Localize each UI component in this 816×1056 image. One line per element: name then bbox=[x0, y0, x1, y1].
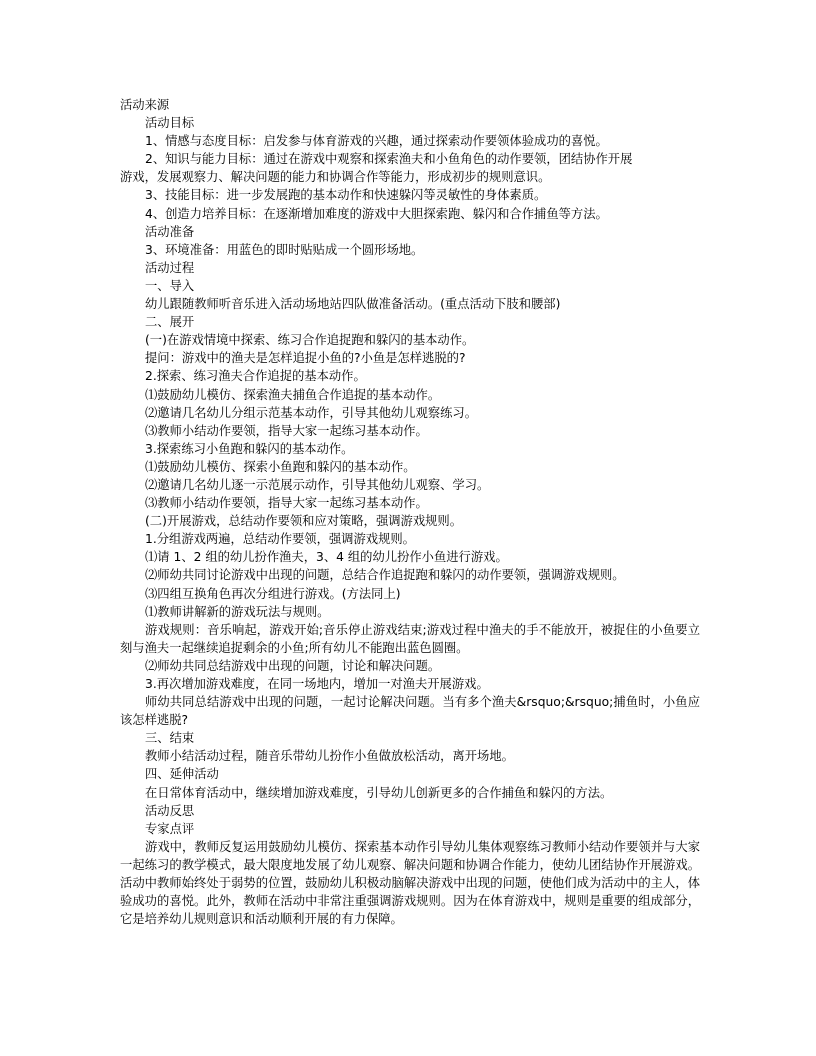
section-lines-3 bbox=[120, 729, 700, 838]
text-line: 3.再次增加游戏难度，在同一场地内，增加一对渔夫开展游戏。 bbox=[145, 677, 489, 691]
text-line: 3、环境准备：用蓝色的即时贴贴成一个圆形场地。 bbox=[145, 242, 424, 257]
text-line: ⑶教师小结动作要领，指导大家一起练习基本动作。 bbox=[145, 496, 428, 511]
text-line: 2、知识与能力目标：通过在游戏中观察和探索渔夫和小鱼角色的动作要领，团结协作开展 bbox=[145, 152, 633, 167]
text-line: 活动目标 bbox=[145, 116, 195, 131]
text-line: (一)在游戏情境中探索、练习合作追捉跑和躲闪的基本动作。 bbox=[145, 333, 475, 348]
text-line: 在日常体育活动中，继续增加游戏难度，引导幼儿创新更多的合作捕鱼和躲闪的方法。 bbox=[145, 785, 613, 800]
text-line: 1、情感与态度目标：启发参与体育游戏的兴趣，通过探索动作要领体验成功的喜悦。 bbox=[145, 134, 608, 149]
text-line: 幼儿跟随教师听音乐进入活动场地站四队做准备活动。(重点活动下肢和腰部) bbox=[145, 297, 561, 312]
text-line: 二、展开 bbox=[145, 315, 195, 330]
text-line: 4、创造力培养目标：在逐渐增加难度的游戏中大胆探索跑、躲闪和合作捕鱼等方法。 bbox=[145, 206, 608, 221]
text-line: ⑵邀请几名幼儿逐一示范展示动作，引导其他幼儿观察、学习。 bbox=[145, 477, 490, 492]
text-line: ⑵师幼共同讨论游戏中出现的问题，总结合作追捉跑和躲闪的动作要领，强调游戏规则。 bbox=[145, 568, 625, 583]
text-line: 活动过程 bbox=[145, 260, 195, 275]
text-line: 2.探索、练习渔夫合作追捉的基本动作。 bbox=[145, 369, 366, 384]
text-line: ⑵师幼共同总结游戏中出现的问题，讨论和解决问题。 bbox=[145, 658, 441, 673]
text-line: ⑶四组互换角色再次分组进行游戏。(方法同上) bbox=[145, 586, 401, 601]
text-line: 活动反思 bbox=[145, 803, 195, 818]
text-line: ⑵邀请几名幼儿分组示范基本动作，引导其他幼儿观察练习。 bbox=[145, 405, 478, 420]
game-rules-paragraph: 游戏规则：音乐响起，游戏开始;音乐停止游戏结束;游戏过程中渔夫的手不能放开，被捉住的小鱼要立刻与渔夫一起继续追捉剩余的小鱼;所有幼儿不能跑出蓝色圆圈。 bbox=[120, 622, 700, 655]
text-line: ⑴鼓励幼儿模仿、探索小鱼跑和躲闪的基本动作。 bbox=[145, 459, 416, 474]
text-line: 活动准备 bbox=[145, 224, 195, 239]
text-line: 四、延伸活动 bbox=[145, 767, 219, 782]
text-line: ⑴教师讲解新的游戏玩法与规则。 bbox=[145, 604, 330, 619]
text-line: 一、导入 bbox=[145, 278, 195, 293]
text-line: 游戏，发展观察力、解决问题的能力和协调合作等能力，形成初步的规则意识。 bbox=[120, 170, 551, 185]
text-line: 专家点评 bbox=[145, 821, 195, 836]
text-line: 活动来源 bbox=[120, 98, 170, 112]
text-line: 1.分组游戏两遍，总结动作要领，强调游戏规则。 bbox=[145, 532, 415, 547]
text-line: ⑴鼓励幼儿模仿、探索渔夫捕鱼合作追捉的基本动作。 bbox=[145, 387, 441, 402]
question-paragraph: 师幼共同总结游戏中出现的问题，一起讨论解决问题。当有多个渔夫&rsquo;&rsquo;捕鱼时，小鱼应该怎样逃脱? bbox=[120, 695, 700, 728]
text-line: 三、结束 bbox=[145, 731, 195, 746]
document-body bbox=[120, 96, 700, 928]
text-line: 教师小结活动过程，随音乐带幼儿扮作小鱼做放松活动，离开场地。 bbox=[145, 749, 514, 764]
text-line: ⑴请 1、2 组的幼儿扮作渔夫，3、4 组的幼儿扮作小鱼进行游戏。 bbox=[145, 550, 508, 565]
expert-review-paragraph: 游戏中，教师反复运用鼓励幼儿模仿、探索基本动作引导幼儿集体观察练习教师小结动作要领并与大家一起练习的教学模式，最大限度地发展了幼儿观察、解决问题和协调合作能力，使幼儿团结协作开展游戏。活动中教师始终处于弱势的位置，鼓励幼儿积极动脑解决游戏中出现的问题，使他们成为活动中的主人，体验成功的喜悦。此外，教师在活动中非常注重强调游戏规则。因为在体育游戏中，规则是重要的组成部分，它是培养幼儿规则意识和活动顺利开展的有力保障。 bbox=[120, 839, 700, 927]
text-line: 提问：游戏中的渔夫是怎样追捉小鱼的?小鱼是怎样逃脱的? bbox=[145, 351, 466, 366]
text-line: 3.探索练习小鱼跑和躲闪的基本动作。 bbox=[145, 441, 354, 456]
text-line: ⑶教师小结动作要领，指导大家一起练习基本动作。 bbox=[145, 423, 428, 438]
section-lines-1 bbox=[120, 96, 700, 621]
text-line: (二)开展游戏，总结动作要领和应对策略，强调游戏规则。 bbox=[145, 514, 463, 529]
section-lines-2 bbox=[120, 657, 700, 693]
text-line: 3、技能目标：进一步发展跑的基本动作和快速躲闪等灵敏性的身体素质。 bbox=[145, 188, 547, 203]
